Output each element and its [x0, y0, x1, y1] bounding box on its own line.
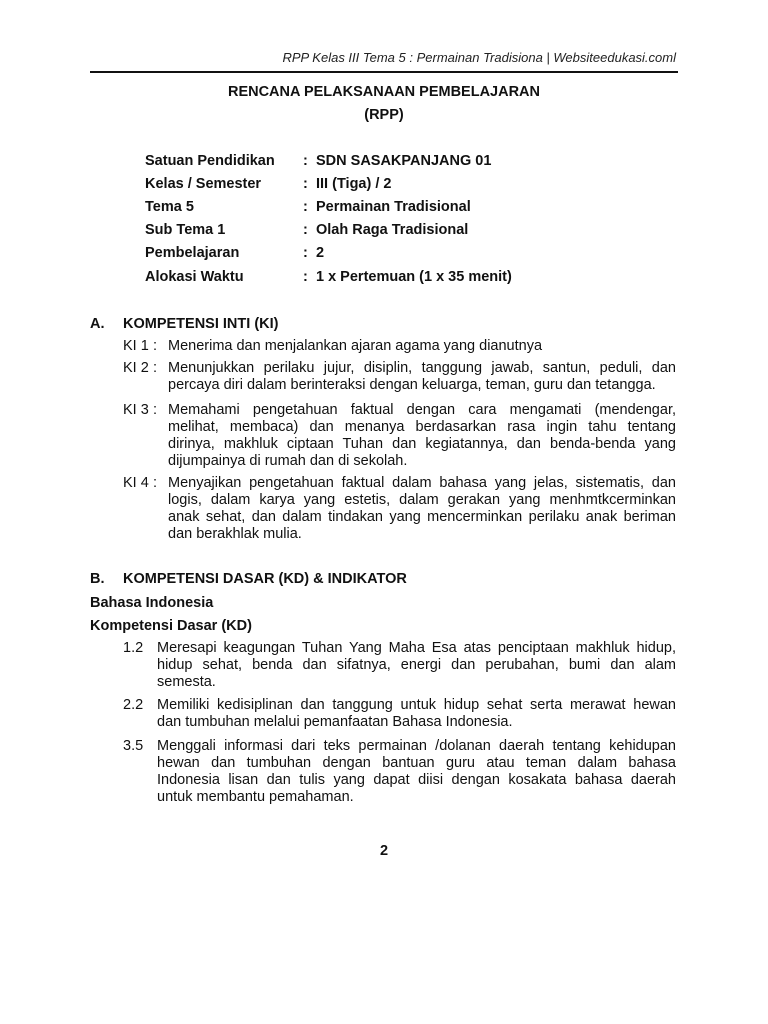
kd-label: 1.2: [123, 640, 144, 656]
ki-text-line: anak sehat, dan dalam tindakan yang mencerminkan perilaku anak beriman: [168, 509, 676, 525]
kd-text-line: Indonesia lisan dan tulis yang dapat diisi dengan kosakata bahasa daerah: [157, 772, 676, 788]
identity-label: Satuan Pendidikan: [145, 153, 275, 169]
running-header: RPP Kelas III Tema 5 : Permainan Tradisiona | Websiteedukasi.coml: [282, 50, 676, 65]
identity-value: Permainan Tradisional: [316, 199, 471, 215]
identity-label: Alokasi Waktu: [145, 269, 244, 285]
ki-text-line: logis, dalam karya yang estetis, dalam gerakan yang menhmtkcerminkan: [168, 492, 676, 508]
identity-value: III (Tiga) / 2: [316, 176, 392, 192]
identity-label: Sub Tema 1: [145, 222, 226, 238]
ki-colon: :: [153, 360, 158, 376]
identity-value: 2: [316, 245, 325, 261]
ki-colon: :: [153, 475, 158, 491]
ki-label: KI 4: [123, 475, 149, 491]
ki-label: KI 2: [123, 360, 149, 376]
ki-text-line: Menerima dan menjalankan ajaran agama yang dianutnya: [168, 338, 543, 354]
kd-text: [157, 738, 676, 806]
identity-colon: :: [303, 245, 308, 261]
subject-heading: Bahasa Indonesia: [90, 595, 214, 611]
ki-text: [168, 338, 676, 355]
identity-label: Kelas / Semester: [145, 176, 262, 192]
kd-text-line: hewan dan tumbuhan dengan bantuan guru atau teman dalam bahasa: [157, 755, 676, 771]
kd-label: 2.2: [123, 697, 144, 713]
identity-value: Olah Raga Tradisional: [316, 222, 469, 238]
ki-text: [168, 360, 676, 394]
identity-label: Tema 5: [145, 199, 194, 215]
identity-colon: :: [303, 176, 308, 192]
ki-text-line: Menyajikan pengetahuan faktual dalam bahasa yang jelas, sistematis, dan: [168, 475, 676, 491]
ki-text-line: dan berakhlak mulia.: [168, 526, 302, 542]
kd-text-line: Menggali informasi dari teks permainan /dolanan daerah tentang kehidupan: [157, 738, 676, 754]
ki-text-line: melihat, membaca) dan menanya berdasarkan rasa ingin tahu tentang: [168, 419, 676, 435]
ki-text: [168, 475, 676, 543]
kd-text-line: Meresapi keagungan Tuhan Yang Maha Esa atas penciptaan makhluk hidup,: [157, 640, 676, 656]
kd-text: [157, 697, 676, 731]
identity-value: SDN SASAKPANJANG 01: [316, 153, 492, 169]
identity-value: 1 x Pertemuan (1 x 35 menit): [316, 269, 512, 285]
identity-colon: :: [303, 199, 308, 215]
ki-text-line: dijumpainya di rumah dan di sekolah.: [168, 453, 408, 469]
kd-heading: Kompetensi Dasar (KD): [90, 618, 252, 634]
ki-text-line: Memahami pengetahuan faktual dengan cara mengamati (mendengar,: [168, 402, 676, 418]
kd-text-line: semesta.: [157, 674, 216, 690]
section-b-title: KOMPETENSI DASAR (KD) & INDIKATOR: [123, 571, 407, 587]
ki-colon: :: [153, 402, 158, 418]
ki-label: KI 3: [123, 402, 149, 418]
kd-label: 3.5: [123, 738, 144, 754]
document-subtitle: (RPP): [364, 107, 404, 123]
document-title: RENCANA PELAKSANAAN PEMBELAJARAN: [227, 84, 541, 100]
kd-text-line: hidup sehat, benda dan sifatnya, energi dan perubahan, bumi dan alam: [157, 657, 676, 673]
section-a-letter: A.: [90, 316, 105, 332]
ki-colon: :: [153, 338, 158, 354]
header-rule: [90, 71, 678, 73]
ki-text-line: Menunjukkan perilaku jujur, disiplin, tanggung jawab, santun, peduli, dan: [168, 360, 676, 376]
page-number: 2: [379, 843, 389, 859]
ki-text-line: percaya diri dalam berinteraksi dengan keluarga, teman, guru dan tetangga.: [168, 377, 656, 393]
ki-label: KI 1: [123, 338, 149, 354]
section-b-letter: B.: [90, 571, 105, 587]
kd-text-line: Memiliki kedisiplinan dan tanggung untuk hidup sehat serta merawat hewan: [157, 697, 676, 713]
identity-colon: :: [303, 269, 308, 285]
ki-text-line: dirinya, makhluk ciptaan Tuhan dan kegiatannya, dan benda-benda yang: [168, 436, 676, 452]
section-a-title: KOMPETENSI INTI (KI): [123, 316, 279, 332]
ki-text: [168, 402, 676, 470]
kd-text-line: dan tumbuhan melalui pemanfaatan Bahasa Indonesia.: [157, 714, 513, 730]
identity-colon: :: [303, 153, 308, 169]
identity-colon: :: [303, 222, 308, 238]
kd-text: [157, 640, 676, 691]
kd-text-line: untuk membantu pemahaman.: [157, 789, 354, 805]
identity-label: Pembelajaran: [145, 245, 240, 261]
